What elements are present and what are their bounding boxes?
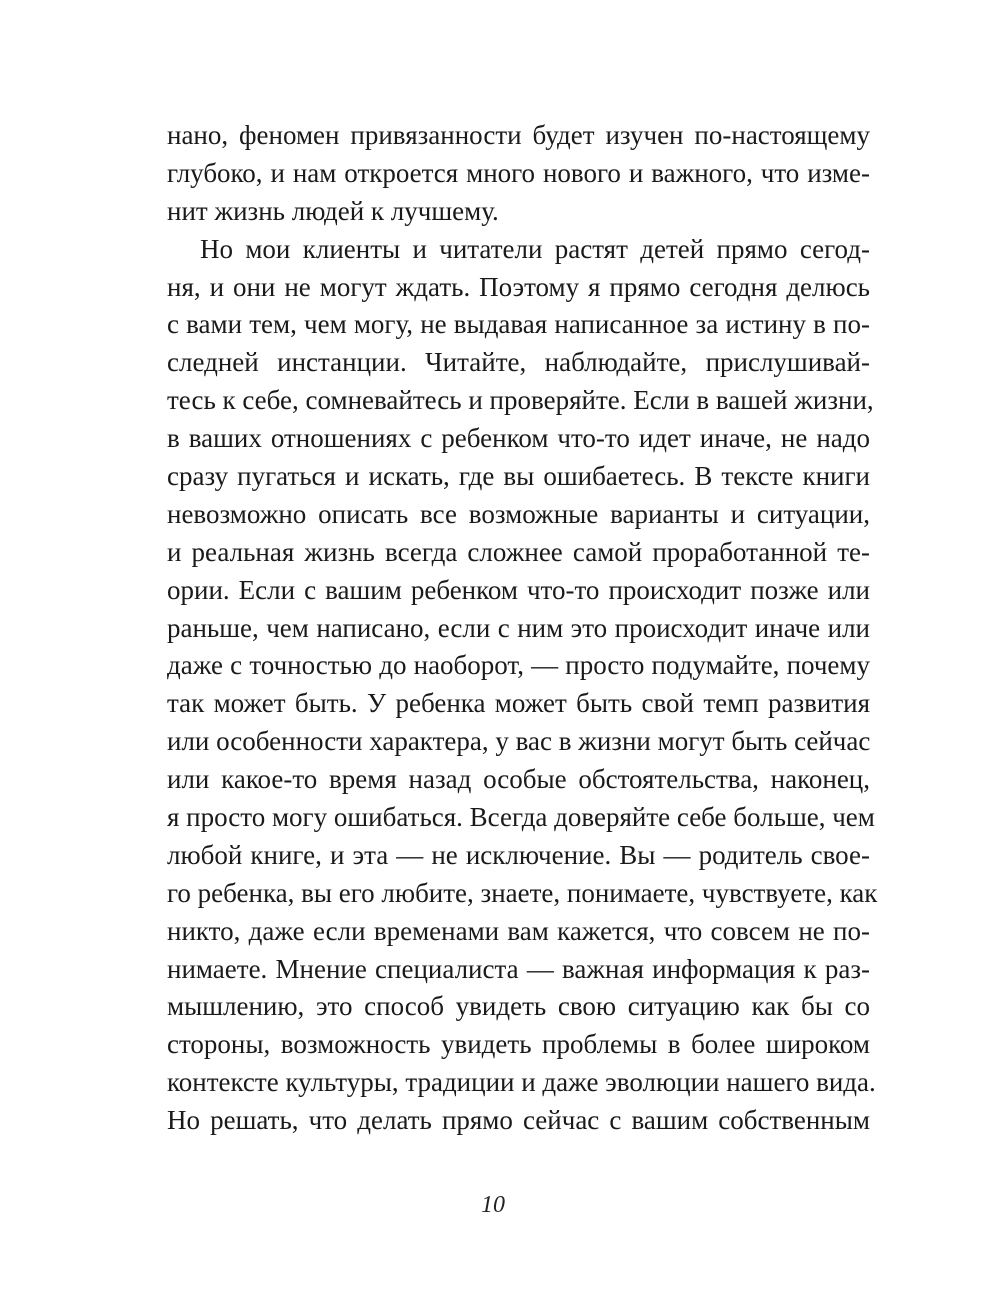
text-line: никто, даже если временами вам кажется, что совсем не по-	[167, 915, 870, 946]
text-line: с вами тем, чем могу, не выдавая написанное за истину в по-	[167, 309, 870, 340]
text-line: нит жизнь людей к лучшему.	[167, 195, 499, 226]
text-line: нано, феномен привязанности будет изучен по-настоящему	[167, 120, 870, 150]
text-line: любой книге, и эта — не исключение. Вы — родитель свое-	[167, 839, 870, 870]
text-line: ории. Если с вашим ребенком что-то происходит позже или	[167, 574, 870, 605]
text-line: го ребенка, вы его любите, знаете, понимаете, чувствуете, как	[167, 877, 878, 908]
text-line: стороны, возможность увидеть проблемы в более широком	[167, 1029, 870, 1060]
text-line: или какое-то время назад особые обстоятельства, наконец,	[167, 764, 870, 795]
text-line: нимаете. Мнение специалиста — важная информация к раз-	[167, 953, 870, 984]
text-line: контексте культуры, традиции и даже эволюции нашего вида.	[167, 1067, 876, 1098]
text-line: так может быть. У ребенка может быть свой темп развития	[167, 688, 870, 719]
text-line: Но мои клиенты и читатели растят детей прямо сегод-	[200, 233, 870, 264]
body-text	[167, 117, 878, 1178]
text-line: ня, и они не могут ждать. Поэтому я прямо сегодня делюсь	[167, 271, 870, 302]
text-line: глубоко, и нам откроется много нового и важного, что изме-	[167, 157, 870, 188]
text-line	[167, 1140, 870, 1178]
text-line: в ваших отношениях с ребенком что-то идет иначе, не надо	[167, 423, 870, 454]
page-number: 10	[481, 1192, 505, 1218]
text-line: я просто могу ошибаться. Всегда доверяйте себе больше, чем	[167, 802, 875, 833]
text-line: мышлению, это способ увидеть свою ситуацию как бы со	[167, 991, 870, 1022]
text-line: сразу пугаться и искать, где вы ошибаетесь. В тексте книги	[167, 461, 870, 492]
text-line: или особенности характера, у вас в жизни могут быть сейчас	[167, 726, 871, 757]
text-line: Но решать, что делать прямо сейчас с вашим собственным	[167, 1105, 870, 1136]
paragraph-1	[167, 117, 870, 231]
paragraph-2	[167, 231, 878, 1178]
text-line: следней инстанции. Читайте, наблюдайте, прислушивай-	[167, 347, 870, 378]
text-line: раньше, чем написано, если с ним это происходит иначе или	[167, 612, 870, 643]
text-line: и реальная жизнь всегда сложнее самой проработанной те-	[167, 536, 870, 567]
text-line: невозможно описать все возможные варианты и ситуации,	[167, 498, 870, 529]
text-line: даже с точностью до наоборот, — просто подумайте, почему	[167, 650, 870, 681]
text-line: тесь к себе, сомневайтесь и проверяйте. Если в вашей жизни,	[167, 385, 874, 416]
